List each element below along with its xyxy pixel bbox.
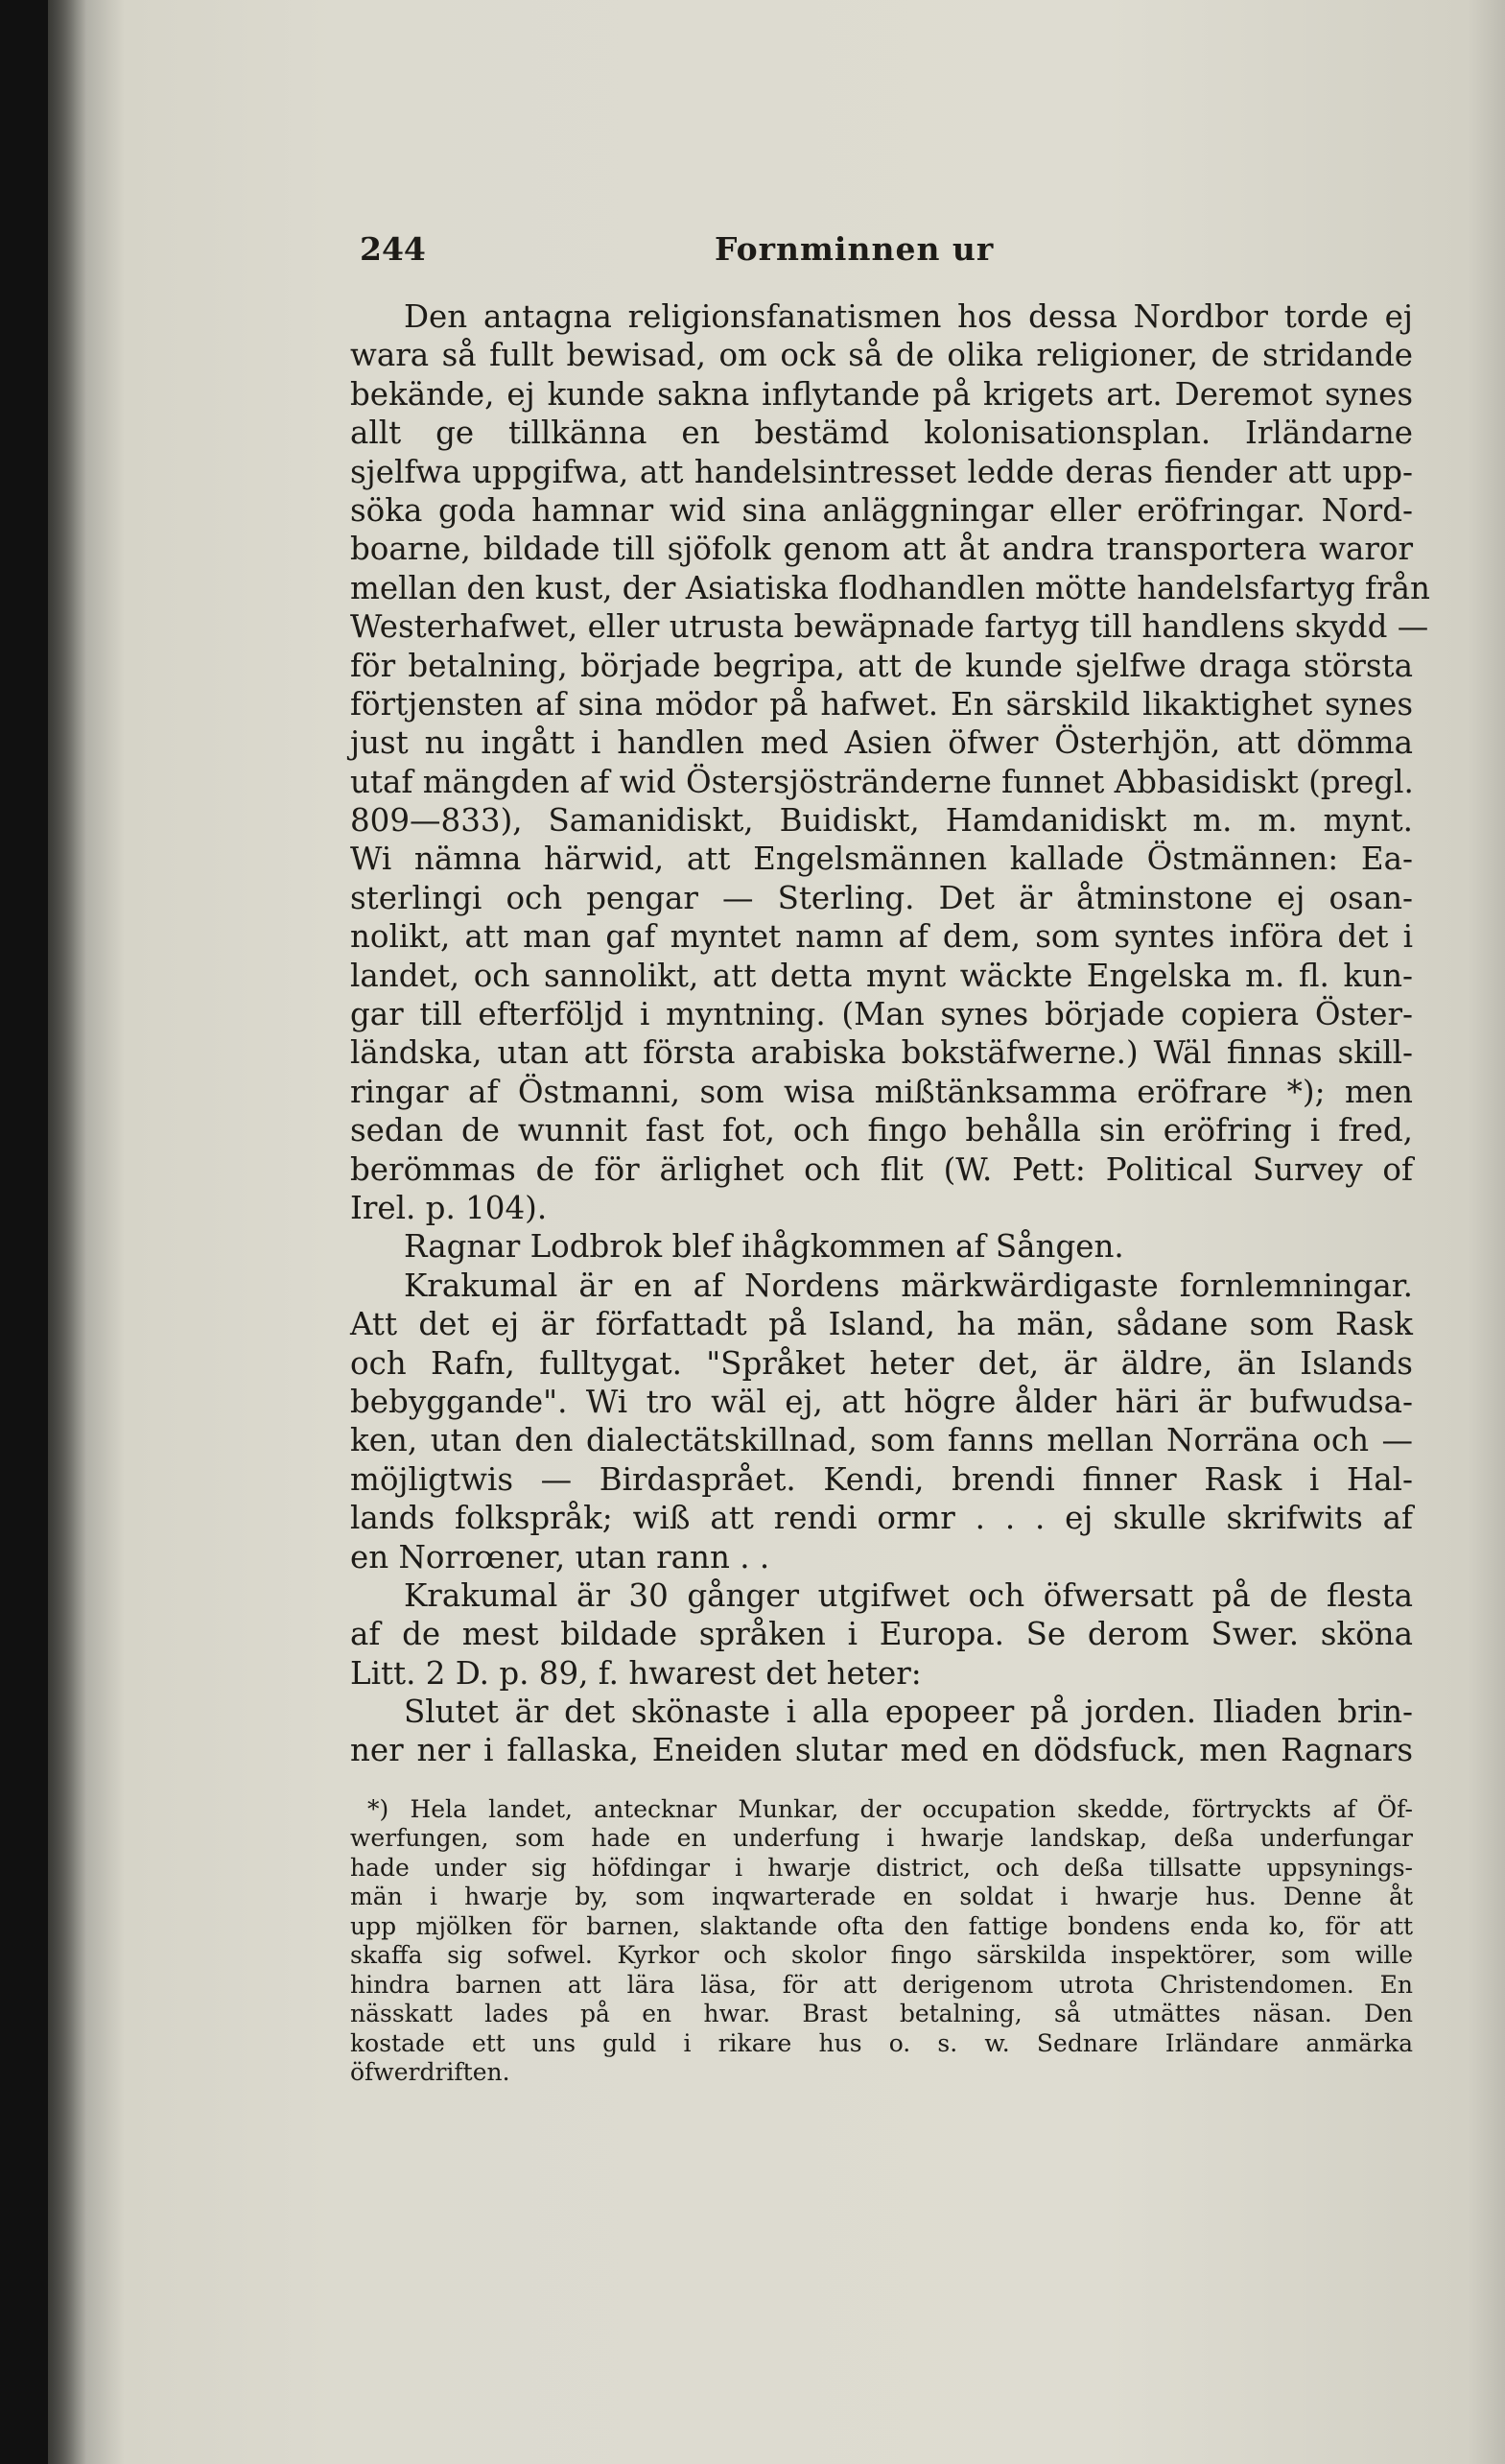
text-line: Att det ej är författadt på Island, ha män, sådane som Rask — [350, 1306, 1413, 1343]
page-number: 244 — [360, 230, 426, 268]
text-line: wara så fullt bewisad, om ock så de olika religioner, de stridande — [350, 337, 1413, 374]
body-text — [350, 297, 1430, 1770]
text-line: af de mest bildade språken i Europa. Se derom Swer. sköna — [350, 1616, 1413, 1653]
text-line: just nu ingått i handlen med Asien öfwer Österhjön, att dömma — [350, 724, 1413, 762]
text-line: ländska, utan att första arabiska bokstäfwerne.) Wäl finnas skill- — [350, 1034, 1413, 1072]
footnote-line: upp mjölken för barnen, slaktande ofta den fattige bondens enda ko, för att — [350, 1911, 1413, 1940]
spine-shadow — [48, 0, 86, 2464]
text-line: förtjensten af sina mödor på hafwet. En särskild likaktighet synes — [350, 685, 1413, 723]
text-line: sjelfwa uppgifwa, att handelsintresset ledde deras fiender att upp- — [350, 453, 1413, 490]
footnote-line: werfungen, som hade en underfung i hwarje landskap, deßa underfungar — [350, 1824, 1413, 1853]
text-line: bekände, ej kunde sakna inflytande på krigets art. Deremot synes — [350, 375, 1413, 413]
text-line: Den antagna religionsfanatismen hos dessa Nordbor torde ej — [404, 298, 1413, 335]
footnote-line: öfwerdriften. — [350, 2058, 510, 2087]
text-line: boarne, bildade till sjöfolk genom att åt andra transportera waror — [350, 531, 1413, 568]
footnote-line: hindra barnen att lära läsa, för att derigenom utrota Christendomen. En — [350, 1970, 1413, 1999]
text-line: Westerhafwet, eller utrusta bewäpnade fartyg till handlens skydd — — [350, 608, 1429, 646]
text-block — [350, 230, 1430, 2088]
text-line: Irel. p. 104). — [350, 1189, 548, 1226]
footnote-line: skaffa sig sofwel. Kyrkor och skolor fingo särskilda inspektörer, som wille — [350, 1941, 1413, 1970]
text-line: nolikt, att man gaf myntet namn af dem, som syntes införa det i — [350, 918, 1413, 956]
text-line: Krakumal är en af Nordens märkwärdigaste fornlemningar. — [404, 1267, 1413, 1304]
text-line: Slutet är det skönaste i alla epopeer på jorden. Iliaden brin- — [404, 1694, 1413, 1731]
footnote-line: män i hwarje by, som inqwarterade en soldat i hwarje hus. Denne åt — [350, 1883, 1413, 1911]
text-line: lands folkspråk; wiß att rendi ormr . . . ej skulle skrifwits af — [350, 1500, 1413, 1537]
text-line: utaf mängden af wid Östersjöstränderne funnet Abbasidiskt (pregl. — [350, 763, 1414, 800]
footnotes — [350, 1795, 1413, 2088]
text-line: 809—833), Samanidiskt, Buidiskt, Hamdanidiskt m. m. mynt. — [350, 802, 1413, 840]
text-line: landet, och sannolikt, att detta mynt wäckte Engelska m. fl. kun- — [350, 957, 1413, 994]
text-line: allt ge tillkänna en bestämd kolonisationsplan. Irländarne — [350, 415, 1413, 452]
text-line: ken, utan den dialectätskillnad, som fanns mellan Norräna och — — [350, 1422, 1413, 1459]
text-line: Ragnar Lodbrok blef ihågkommen af Sången. — [404, 1228, 1124, 1266]
text-line: gar till efterföljd i myntning. (Man synes började copiera Öster- — [350, 996, 1413, 1033]
footnote-line: *) Hela landet, antecknar Munkar, der occupation skedde, förtryckts af Öf- — [367, 1794, 1413, 1823]
text-line: Litt. 2 D. p. 89, f. hwarest det heter: — [350, 1654, 922, 1692]
text-line: mellan den kust, der Asiatiska flodhandlen mötte handelsfartyg från — [350, 569, 1430, 606]
footnote-line: kostade ett uns guld i rikare hus o. s. w. Sednare Irländare anmärka — [350, 2028, 1413, 2057]
footnote-line: hade under sig höfdingar i hwarje district, och deßa tillsatte uppsynings- — [350, 1853, 1413, 1882]
text-line: Wi nämna härwid, att Engelsmännen kallade Östmännen: Ea- — [350, 841, 1413, 878]
running-header — [350, 230, 1413, 269]
footnote-spacer — [350, 1770, 1413, 1795]
text-line: för betalning, började begripa, att de kunde sjelfwe draga största — [350, 647, 1413, 684]
text-line: Krakumal är 30 gånger utgifwet och öfwersatt på de flesta — [404, 1576, 1413, 1614]
header-title: Fornminnen ur — [715, 230, 995, 268]
text-line: ringar af Östmanni, som wisa mißtänksamma eröfrare *); men — [350, 1073, 1413, 1110]
footnote-line: nässkatt lades på en hwar. Brast betalning, så utmättes näsan. Den — [350, 2000, 1413, 2028]
text-line: sterlingi och pengar — Sterling. Det är åtminstone ej osan- — [350, 879, 1413, 916]
text-line: möjligtwis — Birdasprået. Kendi, brendi finner Rask i Hal- — [350, 1460, 1413, 1498]
text-line: berömmas de för ärlighet och flit (W. Pett: Political Survey of — [350, 1150, 1413, 1188]
text-line: ner ner i fallaska, Eneiden slutar med en dödsfuck, men Ragnars — [350, 1732, 1413, 1769]
text-line: sedan de wunnit fast fot, och fingo behålla sin eröfring i fred, — [350, 1112, 1413, 1149]
text-line: söka goda hamnar wid sina anläggningar eller eröfringar. Nord- — [350, 491, 1413, 529]
text-line: och Rafn, fulltygat. "Språket heter det, är äldre, än Islands — [350, 1344, 1413, 1382]
text-line: en Norrœner, utan rann . . — [350, 1538, 770, 1576]
text-line: bebyggande". Wi tro wäl ej, att högre ålder häri är bufwudsa- — [350, 1383, 1413, 1420]
